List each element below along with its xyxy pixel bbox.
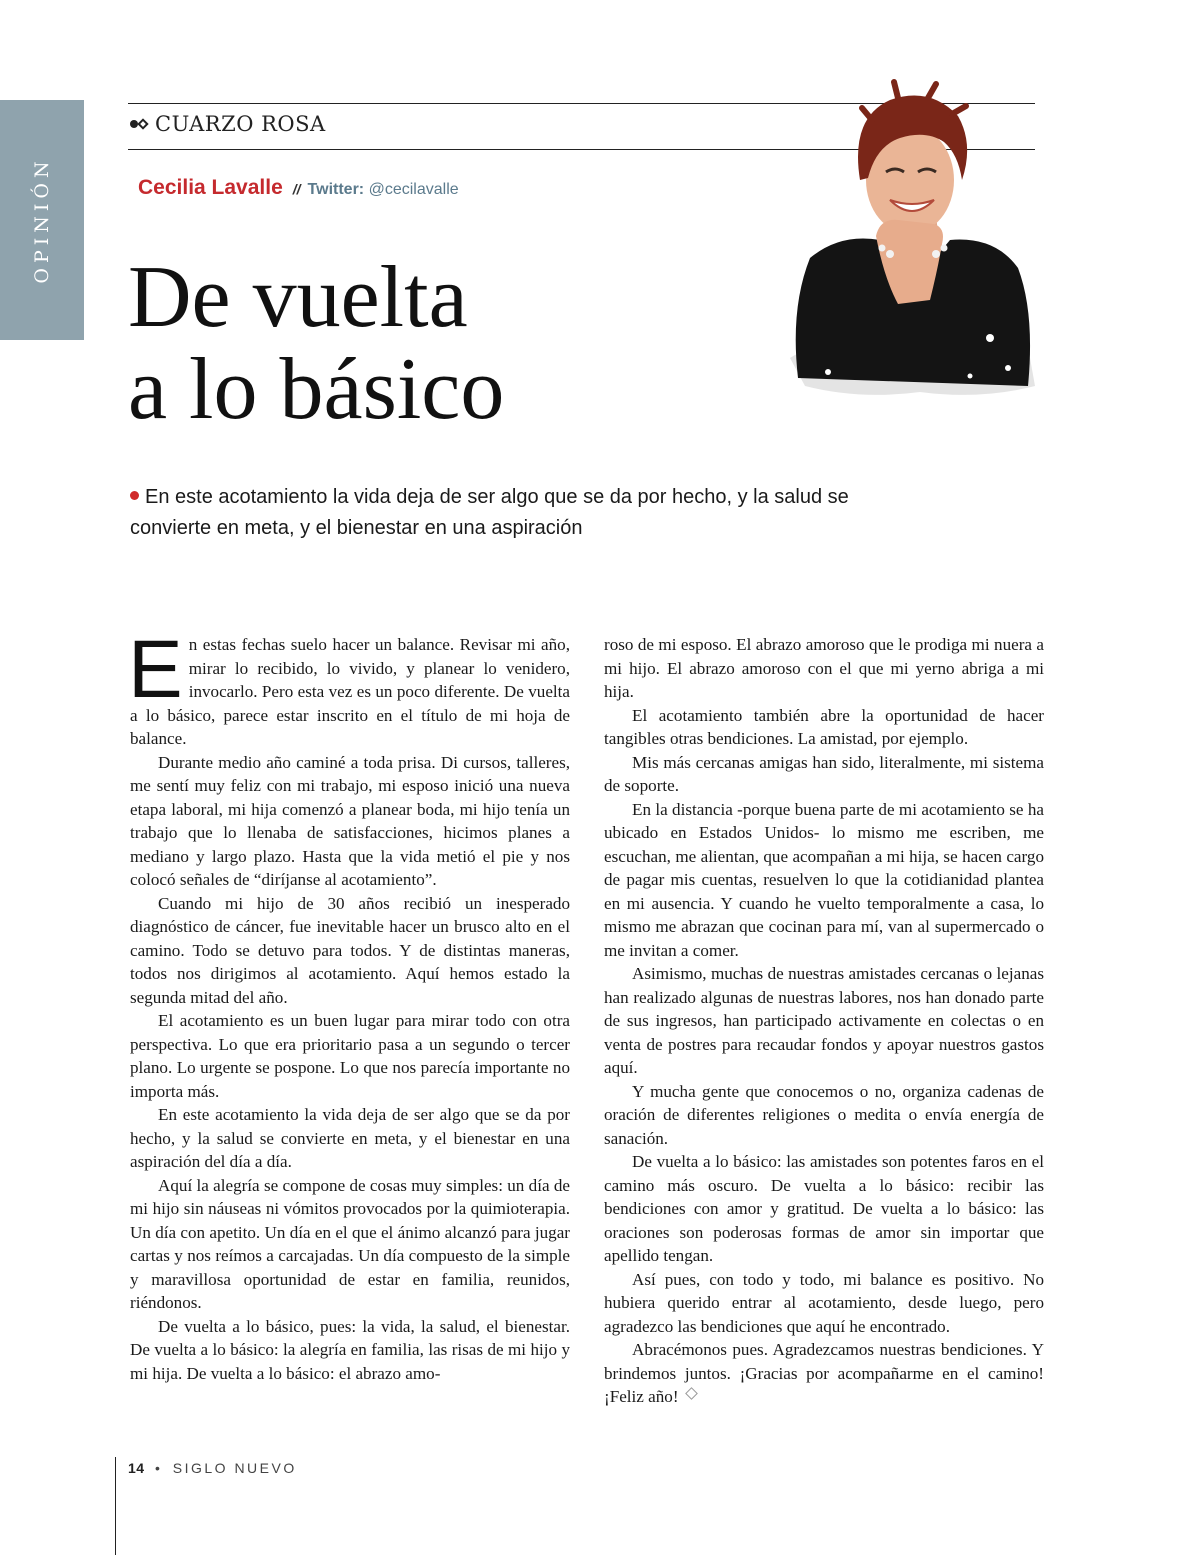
section-label: CUARZO ROSA bbox=[155, 112, 326, 136]
footer-separator: • bbox=[154, 1460, 163, 1476]
section-header bbox=[130, 112, 326, 136]
paragraph: Mis más cercanas amigas han sido, literalmente, mi sistema de soporte. bbox=[604, 752, 1044, 795]
author-name: Cecilia Lavalle bbox=[138, 176, 283, 199]
title-line-2: a lo básico bbox=[128, 341, 505, 438]
paragraph: roso de mi esposo. El abrazo amoroso que le prodiga mi nuera a mi hijo. El abrazo amoroso con el que mi yerno abriga a mi hija. bbox=[604, 635, 1044, 701]
arrow-ornament-icon bbox=[130, 120, 147, 128]
body-column-2 bbox=[604, 633, 1044, 1409]
paragraph: Durante medio año caminé a toda prisa. Di cursos, talleres, me sentí muy feliz con mi trabajo, mi esposo inició una nueva etapa laboral, mi hija comenzó a planear boda, mi hijo tenía un trabajo que lo llenaba de satisfacciones, hicimos planes a mediano y largo plazo. Hasta que la vida metió el pie y nos colocó señales de “diríjanse al acotamiento”. bbox=[130, 752, 570, 889]
twitter-label: Twitter: bbox=[307, 181, 365, 198]
article-title bbox=[128, 249, 748, 438]
body-column-1 bbox=[128, 624, 570, 1385]
drop-cap: E bbox=[128, 624, 183, 715]
paragraph: En este acotamiento la vida deja de ser algo que se da por hecho, y la salud se convierte en meta, y el bienestar en una aspiración del día a día. bbox=[130, 1105, 570, 1171]
byline bbox=[138, 176, 459, 200]
paragraph: Aquí la alegría se compone de cosas muy simples: un día de mi hijo sin náuseas ni vómitos provocados por la quimioterapia. Un día con apetito. Un día en el que el ánimo alcanzó para jugar cartas y nos reímos a carcajadas. Un día compuesto de la simple y maravillosa oportunidad de estar en familia, reunidos, riéndonos. bbox=[130, 1175, 570, 1312]
paragraph: Asimismo, muchas de nuestras amistades cercanas o lejanas han realizado algunas de nuestras labores, nos han donado parte de sus ingresos, han participado activamente en colectas o en venta de postres para recaudar fondos y apoyar nuestros gastos aquí. bbox=[604, 964, 1044, 1077]
paragraph: Abracémonos pues. Agradezcamos nuestras bendiciones. Y brindemos juntos. ¡Gracias por acompañarme en el camino! ¡Feliz año! bbox=[604, 1340, 1044, 1406]
page-number: 14 bbox=[128, 1460, 145, 1476]
twitter-handle: @cecilavalle bbox=[368, 181, 459, 198]
red-bullet-icon bbox=[130, 491, 139, 500]
paragraph: Así pues, con todo y todo, mi balance es positivo. No hubiera querido entrar al acotamiento, desde luego, pero agradezco las bendiciones que aquí he encontrado. bbox=[604, 1269, 1044, 1336]
paragraph: En estas fechas suelo hacer un balance. Revisar mi año, mirar lo recibido, lo vivido, y planear lo venidero, invocarlo. Pero esta vez es un poco diferente. De vuelta a lo básico, parece estar inscrito en el título de mi hoja de balance. bbox=[128, 624, 570, 748]
footer-rule bbox=[115, 1457, 116, 1555]
magazine-name: SIGLO NUEVO bbox=[172, 1460, 297, 1476]
author-portrait bbox=[780, 68, 1042, 408]
paragraph: En la distancia -porque buena parte de mi acotamiento se ha ubicado en Estados Unidos- lo mismo me escriben, me escuchan, me alientan, que acompañan a mi hija, se hacen cargo de pagar mis cuentas, resuelven lo que la cotidianidad plantea en mi ausencia. Y cuando he vuelto temporalmente a casa, lo mismo me abrazan que cocinan para mí, van al supermercado o me invitan a comer. bbox=[604, 799, 1044, 960]
page-footer bbox=[128, 1460, 297, 1476]
title-line-1: De vuelta bbox=[128, 249, 468, 346]
paragraph: De vuelta a lo básico, pues: la vida, la salud, el bienestar. De vuelta a lo básico: la alegría en familia, las risas de mi hijo y mi hija. De vuelta a lo básico: el abrazo amo- bbox=[130, 1316, 570, 1383]
paragraph: De vuelta a lo básico: las amistades son potentes faros en el camino más oscuro. De vuelta a lo básico: recibir las bendiciones con amor y gratitud. De vuelta a lo básico: las oraciones son poderosas formas de amor sin importar que apellido tengan. bbox=[604, 1152, 1044, 1265]
subtitle-text: En este acotamiento la vida deja de ser algo que se da por hecho, y la salud se convierte en meta, y el bienestar en una aspiración bbox=[130, 486, 849, 539]
section-side-tab bbox=[0, 100, 84, 340]
paragraph: El acotamiento es un buen lugar para mirar todo con otra perspectiva. Lo que era prioritario pasa a un segundo o tercer plano. Lo urgente se pospone. Lo que nos parecía importante no importa más. bbox=[130, 1011, 570, 1101]
side-tab-label: OPINIÓN bbox=[31, 156, 53, 284]
paragraph: El acotamiento también abre la oportunidad de hacer tangibles otras bendiciones. La amistad, por ejemplo. bbox=[604, 705, 1044, 748]
byline-separator: // bbox=[292, 181, 301, 197]
end-mark-icon bbox=[685, 1387, 698, 1400]
paragraph: Cuando mi hijo de 30 años recibió un inesperado diagnóstico de cáncer, fue inevitable hacer un brusco alto en el camino. Todo se detuvo para todos. Y de distintas maneras, todos nos dirigimos al acotamiento. Aquí hemos estado la segunda mitad del año. bbox=[130, 893, 570, 1007]
article-subtitle bbox=[130, 482, 850, 544]
paragraph: Y mucha gente que conocemos o no, organiza cadenas de oración de diferentes religiones o medita o envía energía de sanación. bbox=[604, 1081, 1044, 1148]
